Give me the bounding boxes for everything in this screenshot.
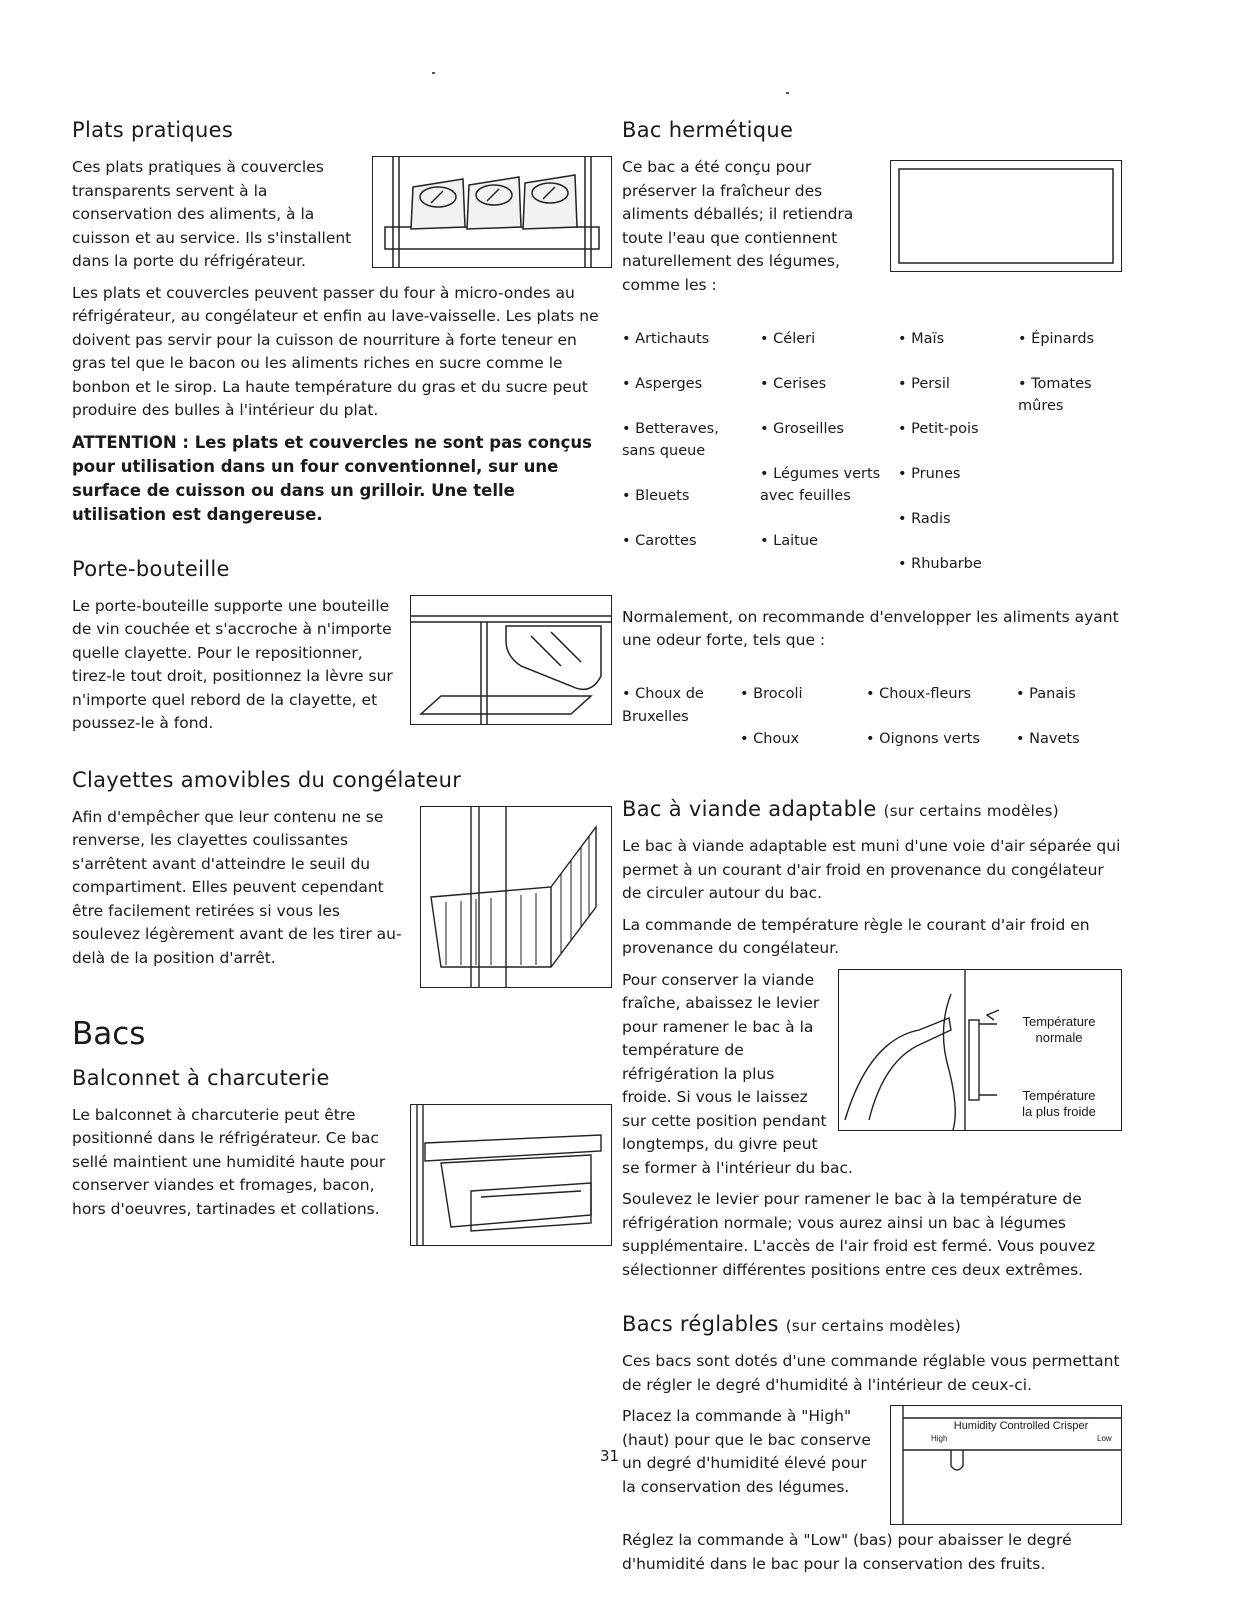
odor-column [1016,661,1116,774]
list-item: • Panais [1016,686,1076,702]
plats-warning: ATTENTION : Les plats et couvercles ne sont pas conçus pour utilisation dans un four conventionnel, sur une surface de cuisson ou dans un grilloir. Une telle utilisation est dangereuse. [72,432,592,524]
list-item: • Choux de Bruxelles [622,686,704,725]
section-title-note: (sur certains modèles) [883,802,1059,820]
section-title [622,1312,1122,1336]
reglables-p2: Placez la commande à "High" (haut) pour que le bac conserve un degré d'humidité élevé pour la conservation des légumes. [622,1407,871,1496]
label-normal-temp [1001,1014,1117,1046]
section-bacs [72,1016,612,1250]
crisper-illustration [890,160,1122,272]
deli-drawer-illustration [410,1104,612,1246]
odor-text: Normalement, on recommande d'envelopper les aliments ayant une odeur forte, tels que : [622,607,1119,649]
reglables-p1: Ces bacs sont dotés d'une commande réglable vous permettant de régler le degré d'humidité à l'intérieur de ceux-ci. [622,1352,1120,1394]
viande-p2: La commande de température règle le courant d'air froid en provenance du congélateur. [622,915,1090,957]
plats-paragraph: Les plats et couvercles peuvent passer du four à micro-ondes au réfrigérateur, au congélateur et enfin au lave-vaisselle. Les plats ne doivent pas servir pour la cuisson de nourriture à forte teneur en gras tel que le bacon ou les aliments riches en sucre comme le bonbon et le sirop. La haute température du gras et du sucre peut produire des bulles à l'intérieur du plat. [72,283,599,419]
list-item: • Navets [1016,731,1080,747]
odor-list [622,661,1122,774]
section-title: Clayettes amovibles du congélateur [72,767,462,792]
list-item: • Carottes [622,533,697,549]
humidity-control-illustration [890,1405,1122,1525]
bottle-holder-illustration [410,595,612,725]
list-item: • Artichauts [622,330,710,347]
scan-speck [432,72,435,74]
humidity-label: Humidity Controlled Crisper [953,1420,1089,1432]
right-column [622,118,1122,1600]
label-coldest-temp [1001,1088,1117,1120]
vegetable-column [622,305,760,598]
dishes-illustration [372,156,612,268]
section-bac-viande [622,797,1122,1282]
list-item: • Légumes verts avec feuilles [760,465,881,504]
list-item: • Rhubarbe [898,555,982,572]
scan-speck [786,92,789,94]
viande-p3: Pour conserver la viande fraîche, abaissez le levier pour ramener le bac à la température de réfrigération la plus froide. Si vous le laissez sur cette position pendant longtemps, du givre peut se former à l'intérieur du bac. [622,970,853,1177]
section-plats-pratiques [72,118,612,527]
list-item: • Petit-pois [898,420,979,437]
odor-column [622,661,740,774]
section-title [622,797,1122,821]
porte-text: Le porte-bouteille supporte une bouteille de vin couchée et s'accroche à n'importe quelle clayette. Pour le repositionner, tirez-le tout droit, positionnez la lèvre sur n'importe quel rebord de la clayette, et poussez-le à fond. [72,596,393,732]
section-clayettes [72,768,612,992]
hermetique-intro: Ce bac a été conçu pour préserver la fraîcheur des aliments déballés; il retiendra toute l'eau que contiennent naturellement des légumes, comme les : [622,158,854,294]
freezer-shelf-illustration [420,806,612,988]
list-item: • Choux [740,731,800,747]
list-item: • Groseilles [760,420,844,437]
vegetable-column [760,305,898,598]
humidity-high: High [931,1434,948,1443]
list-item: • Choux-fleurs [866,686,972,702]
section-title: Bac hermétique [622,118,794,142]
section-title: Porte-bouteille [72,556,230,581]
label-line: Température [1022,1013,1096,1029]
list-item: • Épinards [1018,330,1095,347]
list-item: • Betteraves, sans queue [622,420,719,459]
section-title-note: (sur certains modèles) [785,1317,962,1335]
list-item: • Maïs [898,330,945,347]
vegetable-column [898,305,1018,598]
section-bac-hermetique [622,118,1122,773]
section-title-text: Bac à viande adaptable [622,797,877,821]
page-number: 31 [600,1447,620,1465]
label-line: la plus froide [1022,1103,1096,1119]
left-column [72,118,612,1274]
list-item: • Cerises [760,375,827,392]
meat-drawer-lever-illustration [838,969,1122,1131]
chapter-title: Bacs [72,1015,146,1052]
list-item: • Tomates mûres [1018,375,1092,414]
label-line: Température [1022,1087,1096,1103]
section-bacs-reglables [622,1312,1122,1576]
odor-column [740,661,866,774]
clayettes-text: Afin d'empêcher que leur contenu ne se renverse, les clayettes coulissantes s'arrêtent avant d'atteindre le seuil du compartiment. Elles peuvent cependant être facilement retirées si vous les soulevez légèrement avant de les tirer au-delà de la position d'arrêt. [72,807,402,967]
list-item: • Oignons verts [866,731,980,747]
section-title: Plats pratiques [72,118,234,142]
list-item: • Céleri [760,330,816,347]
list-item: • Radis [898,510,951,527]
list-item: • Prunes [898,465,961,482]
list-item: • Laitue [760,533,818,549]
plats-intro: Ces plats pratiques à couvercles transparents servent à la conservation des aliments, à la cuisson et au service. Ils s'installent dans la porte du réfrigérateur. [72,158,352,270]
viande-p4: Soulevez le levier pour ramener le bac à la température de réfrigération normale; vous aurez ainsi un bac à légumes supplémentaire. L'accès de l'air froid est fermé. Vous pouvez sélectionner différentes positions entre ces deux extrêmes. [622,1190,1096,1279]
section-title: Balconnet à charcuterie [72,1065,330,1090]
vegetable-column [1018,305,1118,598]
list-item: • Persil [898,375,950,392]
odor-column [866,661,1016,774]
list-item: • Bleuets [622,488,690,504]
reglables-p3: Réglez la commande à "Low" (bas) pour abaisser le degré d'humidité dans le bac pour la conservation des fruits. [622,1531,1072,1573]
label-line: normale [1035,1029,1083,1045]
section-title-text: Bacs réglables [622,1312,779,1336]
section-porte-bouteille [72,557,612,744]
list-item: • Asperges [622,375,703,392]
vegetable-list [622,305,1122,598]
humidity-low: Low [1097,1434,1112,1443]
list-item: • Brocoli [740,686,803,702]
balconnet-text: Le balconnet à charcuterie peut être positionné dans le réfrigérateur. Ce bac sellé maintient une humidité haute pour conserver viandes et fromages, bacon, hors d'oeuvres, tartinades et collations. [72,1105,386,1218]
viande-p1: Le bac à viande adaptable est muni d'une voie d'air séparée qui permet à un courant d'air froid en provenance du congélateur de circuler autour du bac. [622,837,1121,902]
